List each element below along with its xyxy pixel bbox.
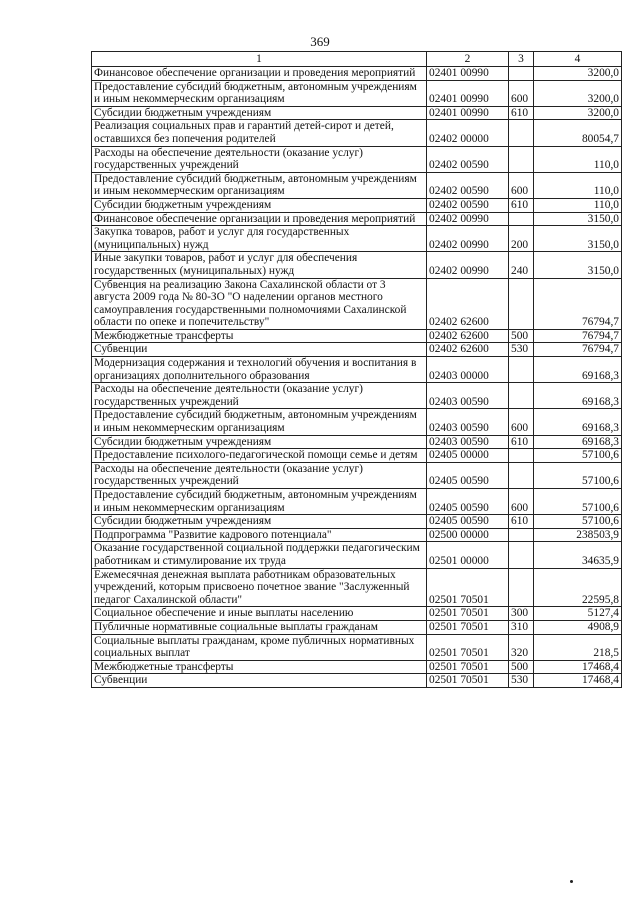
row-type-cell: 300 [509, 607, 534, 621]
row-type-cell [509, 357, 534, 383]
header-col-name: 1 [92, 52, 427, 67]
row-amount-cell: 76794,7 [534, 329, 622, 343]
row-amount-cell: 76794,7 [534, 343, 622, 357]
row-type-cell: 310 [509, 620, 534, 634]
row-name-cell: Межбюджетные трансферты [92, 660, 427, 674]
row-amount-cell: 69168,3 [534, 435, 622, 449]
row-name-cell: Финансовое обеспечение организации и проведения мероприятий [92, 67, 427, 81]
table-row [92, 435, 622, 449]
row-code-cell: 02402 00590 [427, 146, 509, 172]
row-code-cell: 02402 00990 [427, 212, 509, 226]
table-row [92, 515, 622, 529]
row-amount-cell: 110,0 [534, 172, 622, 198]
table-row [92, 489, 622, 515]
table-row [92, 106, 622, 120]
row-code-cell: 02402 62600 [427, 329, 509, 343]
row-type-cell: 600 [509, 172, 534, 198]
header-col-amount: 4 [534, 52, 622, 67]
row-amount-cell: 3200,0 [534, 106, 622, 120]
row-code-cell: 02501 70501 [427, 660, 509, 674]
table-row [92, 462, 622, 488]
row-code-cell: 02403 00000 [427, 357, 509, 383]
row-name-cell: Социальное обеспечение и иные выплаты населению [92, 607, 427, 621]
row-type-cell [509, 278, 534, 329]
row-code-cell: 02402 00590 [427, 198, 509, 212]
row-amount-cell: 5127,4 [534, 607, 622, 621]
row-code-cell: 02402 00590 [427, 172, 509, 198]
header-col-code: 2 [427, 52, 509, 67]
row-name-cell: Финансовое обеспечение организации и проведения мероприятий [92, 212, 427, 226]
table-row [92, 449, 622, 463]
budget-table [91, 51, 622, 688]
row-name-cell: Субвенции [92, 343, 427, 357]
row-amount-cell: 69168,3 [534, 409, 622, 435]
row-type-cell: 200 [509, 226, 534, 252]
table-row [92, 383, 622, 409]
row-type-cell: 500 [509, 660, 534, 674]
table-row [92, 80, 622, 106]
row-amount-cell: 238503,9 [534, 528, 622, 542]
table-row [92, 212, 622, 226]
table-row [92, 343, 622, 357]
row-type-cell [509, 449, 534, 463]
budget-table-body [92, 52, 622, 688]
row-name-cell: Расходы на обеспечение деятельности (оказание услуг) государственных учреждений [92, 146, 427, 172]
table-row [92, 278, 622, 329]
row-name-cell: Расходы на обеспечение деятельности (оказание услуг) государственных учреждений [92, 462, 427, 488]
row-name-cell: Субсидии бюджетным учреждениям [92, 515, 427, 529]
row-name-cell: Закупка товаров, работ и услуг для государственных (муниципальных) нужд [92, 226, 427, 252]
row-amount-cell: 218,5 [534, 634, 622, 660]
row-code-cell: 02500 00000 [427, 528, 509, 542]
row-code-cell: 02501 70501 [427, 620, 509, 634]
page-number: 369 [310, 34, 330, 49]
row-amount-cell: 110,0 [534, 146, 622, 172]
row-type-cell: 320 [509, 634, 534, 660]
row-name-cell: Расходы на обеспечение деятельности (оказание услуг) государственных учреждений [92, 383, 427, 409]
table-row [92, 660, 622, 674]
row-amount-cell: 57100,6 [534, 449, 622, 463]
row-type-cell: 610 [509, 106, 534, 120]
row-name-cell: Субсидии бюджетным учреждениям [92, 435, 427, 449]
row-amount-cell: 3150,0 [534, 212, 622, 226]
row-type-cell [509, 212, 534, 226]
row-name-cell: Предоставление субсидий бюджетным, автономным учреждениям и иным некоммерческим организациям [92, 489, 427, 515]
row-code-cell: 02501 70501 [427, 607, 509, 621]
row-code-cell: 02405 00590 [427, 462, 509, 488]
table-header-row [92, 52, 622, 67]
row-name-cell: Иные закупки товаров, работ и услуг для обеспечения государственных (муниципальных) нужд [92, 252, 427, 278]
row-code-cell: 02402 62600 [427, 278, 509, 329]
row-amount-cell: 22595,8 [534, 568, 622, 607]
row-amount-cell: 76794,7 [534, 278, 622, 329]
row-code-cell: 02501 00000 [427, 542, 509, 568]
row-amount-cell: 17468,4 [534, 660, 622, 674]
row-code-cell: 02501 70501 [427, 568, 509, 607]
table-row [92, 146, 622, 172]
row-code-cell: 02501 70501 [427, 634, 509, 660]
row-type-cell [509, 528, 534, 542]
row-type-cell: 530 [509, 674, 534, 688]
row-type-cell [509, 383, 534, 409]
row-name-cell: Публичные нормативные социальные выплаты гражданам [92, 620, 427, 634]
table-row [92, 198, 622, 212]
table-row [92, 607, 622, 621]
row-code-cell: 02403 00590 [427, 409, 509, 435]
row-type-cell: 500 [509, 329, 534, 343]
row-code-cell: 02405 00000 [427, 449, 509, 463]
table-row [92, 357, 622, 383]
row-type-cell [509, 146, 534, 172]
row-type-cell [509, 542, 534, 568]
row-amount-cell: 3200,0 [534, 67, 622, 81]
row-amount-cell: 69168,3 [534, 383, 622, 409]
row-amount-cell: 80054,7 [534, 120, 622, 146]
row-code-cell: 02402 62600 [427, 343, 509, 357]
row-type-cell: 610 [509, 515, 534, 529]
row-type-cell [509, 120, 534, 146]
table-row [92, 67, 622, 81]
row-amount-cell: 4908,9 [534, 620, 622, 634]
row-name-cell: Предоставление субсидий бюджетным, автономным учреждениям и иным некоммерческим организациям [92, 409, 427, 435]
table-row [92, 528, 622, 542]
row-code-cell: 02405 00590 [427, 489, 509, 515]
table-row [92, 172, 622, 198]
row-type-cell [509, 462, 534, 488]
row-type-cell [509, 568, 534, 607]
row-name-cell: Ежемесячная денежная выплата работникам образовательных учреждений, которым присвоено почетное звание "Заслуженный педагог Сахалинской области" [92, 568, 427, 607]
row-code-cell: 02405 00590 [427, 515, 509, 529]
row-code-cell: 02402 00990 [427, 226, 509, 252]
row-amount-cell: 110,0 [534, 198, 622, 212]
row-code-cell: 02401 00990 [427, 106, 509, 120]
row-amount-cell: 17468,4 [534, 674, 622, 688]
header-col-type: 3 [509, 52, 534, 67]
row-amount-cell: 69168,3 [534, 357, 622, 383]
row-type-cell: 240 [509, 252, 534, 278]
row-amount-cell: 3200,0 [534, 80, 622, 106]
row-name-cell: Оказание государственной социальной поддержки педагогическим работникам и стимулирование их труда [92, 542, 427, 568]
row-type-cell: 530 [509, 343, 534, 357]
row-name-cell: Субсидии бюджетным учреждениям [92, 198, 427, 212]
table-row [92, 409, 622, 435]
row-amount-cell: 57100,6 [534, 515, 622, 529]
row-name-cell: Межбюджетные трансферты [92, 329, 427, 343]
row-name-cell: Подпрограмма "Развитие кадрового потенциала" [92, 528, 427, 542]
row-type-cell: 600 [509, 80, 534, 106]
table-row [92, 252, 622, 278]
row-type-cell: 610 [509, 198, 534, 212]
row-name-cell: Субвенции [92, 674, 427, 688]
row-code-cell: 02403 00590 [427, 383, 509, 409]
table-row [92, 120, 622, 146]
row-amount-cell: 3150,0 [534, 252, 622, 278]
row-amount-cell: 57100,6 [534, 489, 622, 515]
row-name-cell: Субсидии бюджетным учреждениям [92, 106, 427, 120]
row-amount-cell: 34635,9 [534, 542, 622, 568]
row-name-cell: Реализация социальных прав и гарантий детей-сирот и детей, оставшихся без попечения родителей [92, 120, 427, 146]
row-name-cell: Социальные выплаты гражданам, кроме публичных нормативных социальных выплат [92, 634, 427, 660]
scan-speck [570, 880, 573, 883]
row-type-cell: 610 [509, 435, 534, 449]
row-name-cell: Предоставление субсидий бюджетным, автономным учреждениям и иным некоммерческим организациям [92, 80, 427, 106]
row-amount-cell: 3150,0 [534, 226, 622, 252]
table-row [92, 674, 622, 688]
table-row [92, 542, 622, 568]
row-type-cell: 600 [509, 489, 534, 515]
table-row [92, 634, 622, 660]
row-code-cell: 02501 70501 [427, 674, 509, 688]
row-type-cell: 600 [509, 409, 534, 435]
row-type-cell [509, 67, 534, 81]
row-name-cell: Предоставление психолого-педагогической помощи семье и детям [92, 449, 427, 463]
row-name-cell: Предоставление субсидий бюджетным, автономным учреждениям и иным некоммерческим организациям [92, 172, 427, 198]
row-code-cell: 02402 00000 [427, 120, 509, 146]
row-name-cell: Субвенция на реализацию Закона Сахалинской области от 3 августа 2009 года № 80-ЗО "О наделении органов местного самоуправления государственными полномочиями Сахалинской области по опеке и попечительству" [92, 278, 427, 329]
table-row [92, 568, 622, 607]
table-row [92, 226, 622, 252]
row-code-cell: 02402 00990 [427, 252, 509, 278]
row-name-cell: Модернизация содержания и технологий обучения и воспитания в организациях дополнительного образования [92, 357, 427, 383]
row-code-cell: 02403 00590 [427, 435, 509, 449]
row-code-cell: 02401 00990 [427, 80, 509, 106]
table-row [92, 329, 622, 343]
row-amount-cell: 57100,6 [534, 462, 622, 488]
table-row [92, 620, 622, 634]
row-code-cell: 02401 00990 [427, 67, 509, 81]
